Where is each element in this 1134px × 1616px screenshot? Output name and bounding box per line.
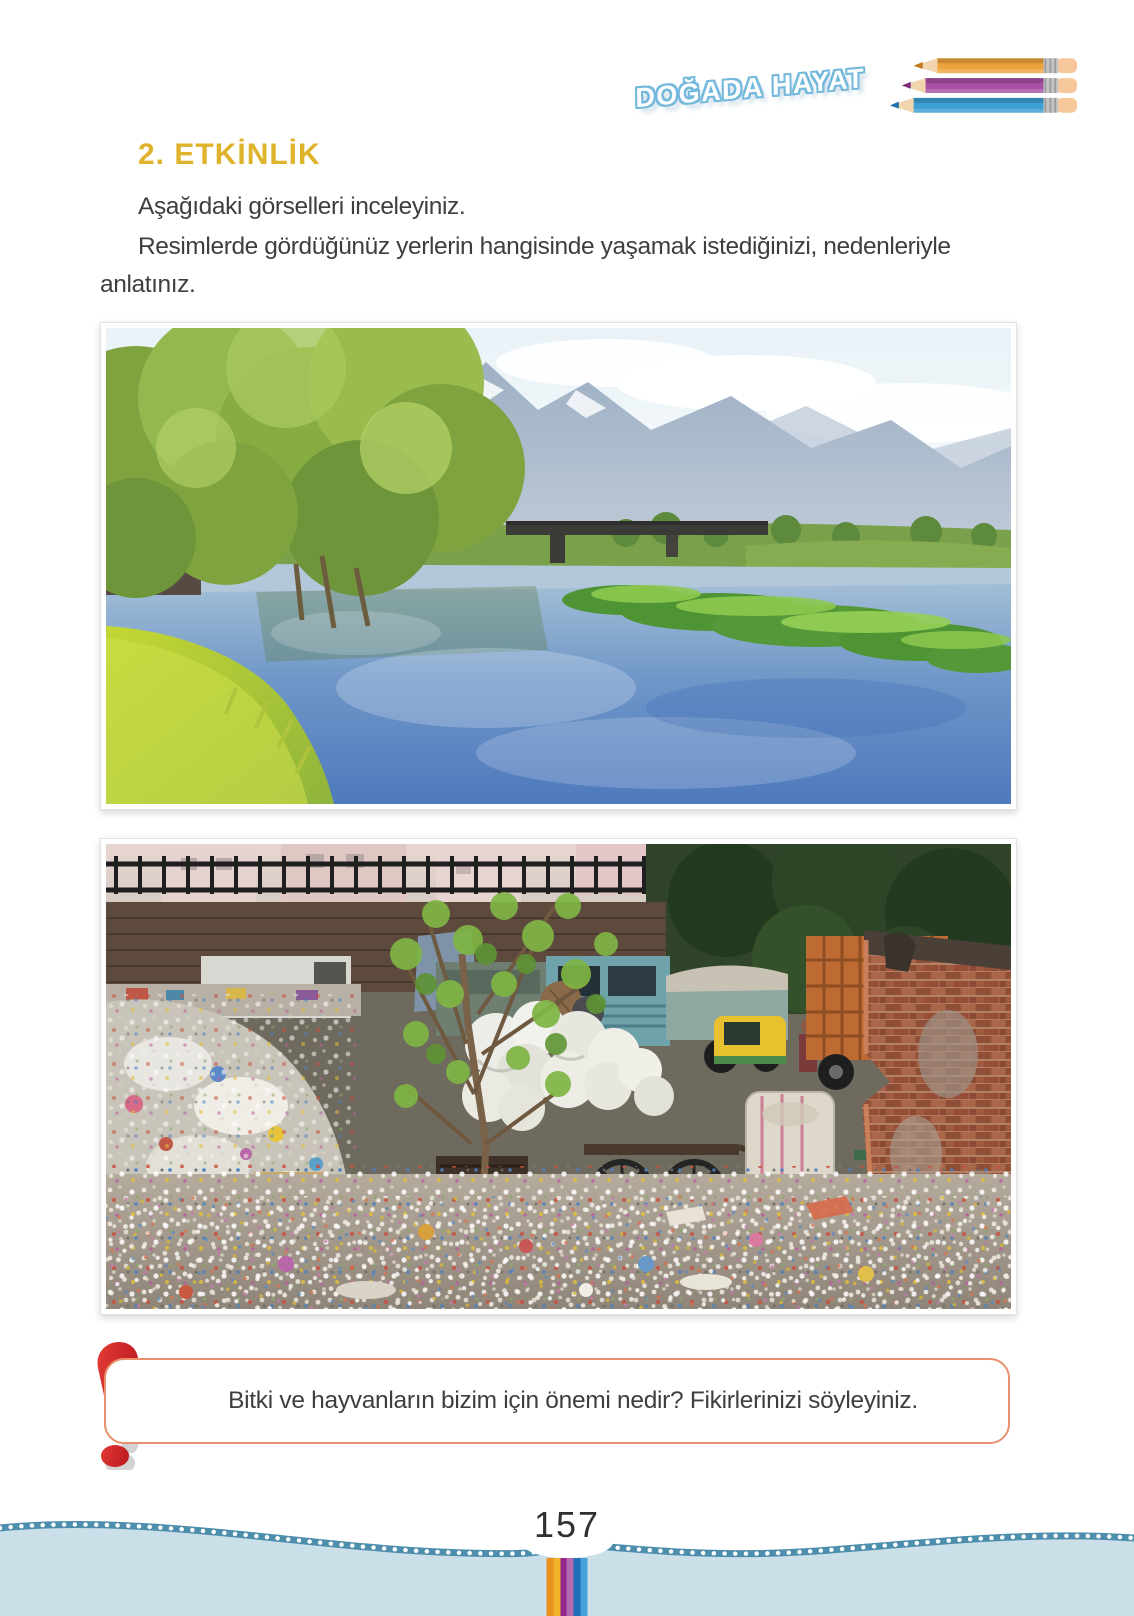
page-header: [635, 56, 1082, 120]
unit-title: DOĞADA HAYAT: [635, 62, 866, 113]
activity-heading: 2. ETKİNLİK: [138, 138, 321, 171]
pencil-blue: [890, 98, 1077, 113]
pencils-icon: [884, 56, 1082, 120]
garbage-dump-photo: [100, 838, 1017, 1315]
callout-text: Bitki ve hayvanların bizim için önemi nedir? Fikirlerinizi söyleyiniz.: [228, 1387, 918, 1414]
river-scene-illustration: [106, 328, 1011, 804]
pencil-orange: [914, 58, 1077, 73]
instruction-line-2: Resimlerde gördüğünüz yerlerin hangisinde yaşamak istediğinizi, nedenleriyle anlatınız.: [100, 233, 951, 298]
footer-ribbon: [547, 1558, 588, 1616]
dump-scene-illustration: [106, 844, 1011, 1309]
instruction-line-1: Aşağıdaki görselleri inceleyiniz.: [138, 193, 466, 220]
river-landscape-photo: [100, 322, 1017, 810]
pencil-purple: [902, 78, 1077, 93]
discussion-callout: [104, 1358, 1010, 1444]
page-number: 157: [533, 1504, 601, 1545]
